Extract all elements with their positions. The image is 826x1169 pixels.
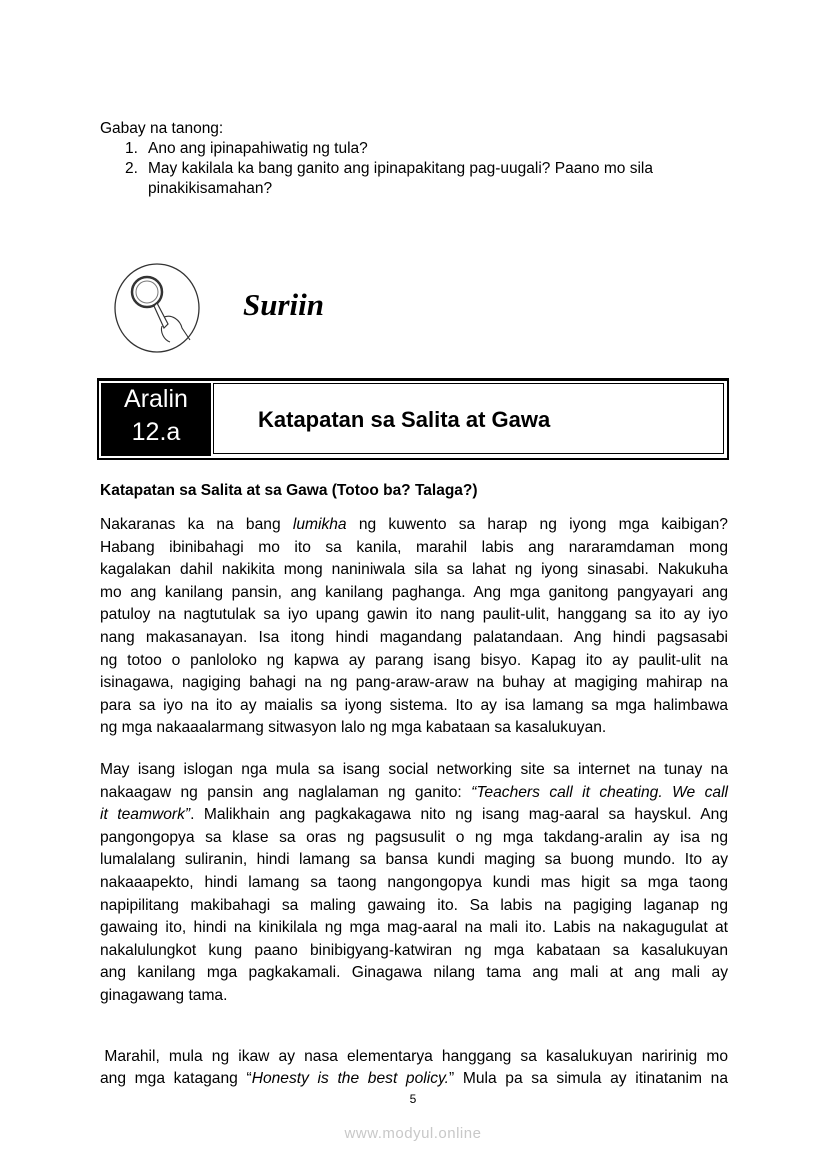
text-segment: patuloy na nagtutulak sa iyo upang gawin ito nang paulit-ulit, hanggang sa ito ay iyo <box>100 606 728 624</box>
paragraph-line <box>100 1068 728 1090</box>
italic-text: Honesty is the best policy. <box>251 1069 449 1087</box>
paragraph-line <box>100 872 728 895</box>
text-segment: ng kuwento sa harap ng iyong mga kaibigan? <box>346 516 728 533</box>
page-number: 5 <box>409 1092 417 1106</box>
paragraph-line <box>100 514 728 537</box>
lesson-number-block <box>101 383 211 456</box>
guide-item: May kakilala ka bang ganito ang ipinapakitang pag-uugali? Paano mo sila <box>148 160 653 177</box>
paragraph <box>100 514 728 740</box>
text-segment: ginagawang tama. <box>100 986 228 1004</box>
text-segment: Marahil, mula ng ikaw ay nasa elementarya hanggang sa kasalukuyan naririnig mo <box>100 1048 728 1065</box>
text-segment: nang makasanayan. Isa itong hindi magandang palatandaan. Ang hindi pagsasabi <box>100 628 728 646</box>
text-segment: May isang islogan nga mula sa isang social networking site sa internet na tunay na <box>100 761 728 778</box>
paragraph <box>100 1046 728 1089</box>
italic-text: “Teachers call it cheating. We call <box>471 783 728 801</box>
paragraph-line <box>100 582 728 605</box>
paragraph-line <box>100 627 728 650</box>
guide-item: Ano ang ipinapahiwatig ng tula? <box>148 140 368 157</box>
lesson-banner <box>97 378 729 460</box>
guide-item-continuation: pinakikisamahan? <box>148 180 273 197</box>
paragraph-line <box>100 895 728 918</box>
text-segment: ng mga nakaaalarmang sitwasyon lalo ng mga kabataan sa kasalukuyan. <box>100 719 607 737</box>
text-segment: pangongopya sa klase sa oras ng pagsusulit o ng mga takdang-aralin ay isa ng <box>100 828 728 846</box>
paragraph-line <box>100 559 728 582</box>
watermark: www.modyul.online <box>344 1125 482 1142</box>
paragraph-line <box>100 782 728 805</box>
paragraph-line <box>100 962 728 985</box>
section-title: Suriin <box>243 287 325 322</box>
text-segment: ” Mula pa sa simula ay itinatanim na <box>448 1069 728 1087</box>
paragraph-line <box>100 804 728 827</box>
paragraph <box>100 759 728 1008</box>
paragraph-line <box>100 604 728 627</box>
lesson-title: Katapatan sa Salita at Gawa <box>258 407 551 432</box>
text-segment: mo ang kanilang pansin, ang kanilang paghanga. Ang mga ganitong pangyayari ang <box>100 583 728 601</box>
paragraph-line <box>100 650 728 673</box>
guide-item-number: 2. <box>125 160 138 177</box>
text-segment: ang mga katagang “ <box>100 1069 252 1087</box>
text-segment: gawaing ito, hindi na kinikilala ng mga mag-aaral na mali ito. Labis na nakagugulat at <box>100 919 728 937</box>
paragraph-line <box>100 827 728 850</box>
guide-item-number: 1. <box>125 140 138 157</box>
guide-title: Gabay na tanong: <box>100 120 224 137</box>
paragraph-line <box>100 717 728 740</box>
text-segment: para sa iyo na ito ay maialis sa iyong sistema. Ito ay isa lamang sa mga halimbawa <box>100 696 728 714</box>
paragraph-line <box>100 537 728 560</box>
lesson-number: 12.a <box>131 418 181 446</box>
lesson-label: Aralin <box>124 385 188 413</box>
paragraph-line <box>100 917 728 940</box>
article-heading: Katapatan sa Salita at sa Gawa (Totoo ba? Talaga?) <box>100 482 478 499</box>
magnifying-glass-icon <box>112 262 202 354</box>
text-segment: isinagawa, nagiging bahagi na ng pang-araw-araw na buhay at magiging mahirap na <box>100 674 728 692</box>
text-segment: . Malikhain ang pagkakagawa nito ng isang mag-aaral sa hayskul. Ang <box>190 806 728 824</box>
text-segment: lumalalang suliranin, hindi lamang sa bansa kundi maging sa buong mundo. Ito ay <box>100 851 728 869</box>
text-segment: nakalulungkot kung paano binibigyang-katwiran ng mga kabataan sa kasalukuyan <box>100 941 728 959</box>
paragraph-line <box>100 849 728 872</box>
text-segment: napipilitang makibahagi sa maling gawaing ito. Sa labis na pagiging laganap ng <box>100 896 728 914</box>
paragraph-line <box>100 985 728 1008</box>
text-segment: ang kanilang mga pagkakamali. Ginagawa nilang tama ang mali at ang mali ay <box>100 964 728 982</box>
text-segment: nakaagaw ng pansin ang naglalaman ng ganito: <box>100 783 472 801</box>
paragraph-line <box>100 940 728 963</box>
paragraph-line <box>100 1046 728 1068</box>
text-segment: Habang ibinibahagi mo ito sa kanila, marahil labis ang nararamdaman mong <box>100 538 728 556</box>
text-segment: nakaaapekto, hindi lamang sa taong nangongopya kundi mas higit sa mga taong <box>100 873 728 891</box>
italic-text: it teamwork” <box>100 806 191 824</box>
paragraph-line <box>100 695 728 718</box>
text-segment: Nakaranas ka na bang <box>100 516 293 533</box>
paragraph-line <box>100 672 728 695</box>
text-segment: ng totoo o panloloko ng kapwa ay parang isang bisyo. Kapag ito ay paulit-ulit na <box>100 651 728 669</box>
italic-text: lumikha <box>292 516 347 533</box>
paragraph-line <box>100 759 728 782</box>
text-segment: kagalakan dahil nakikita mong naniniwala sila sa lahat ng iyong sinasabi. Nakukuha <box>100 561 728 579</box>
